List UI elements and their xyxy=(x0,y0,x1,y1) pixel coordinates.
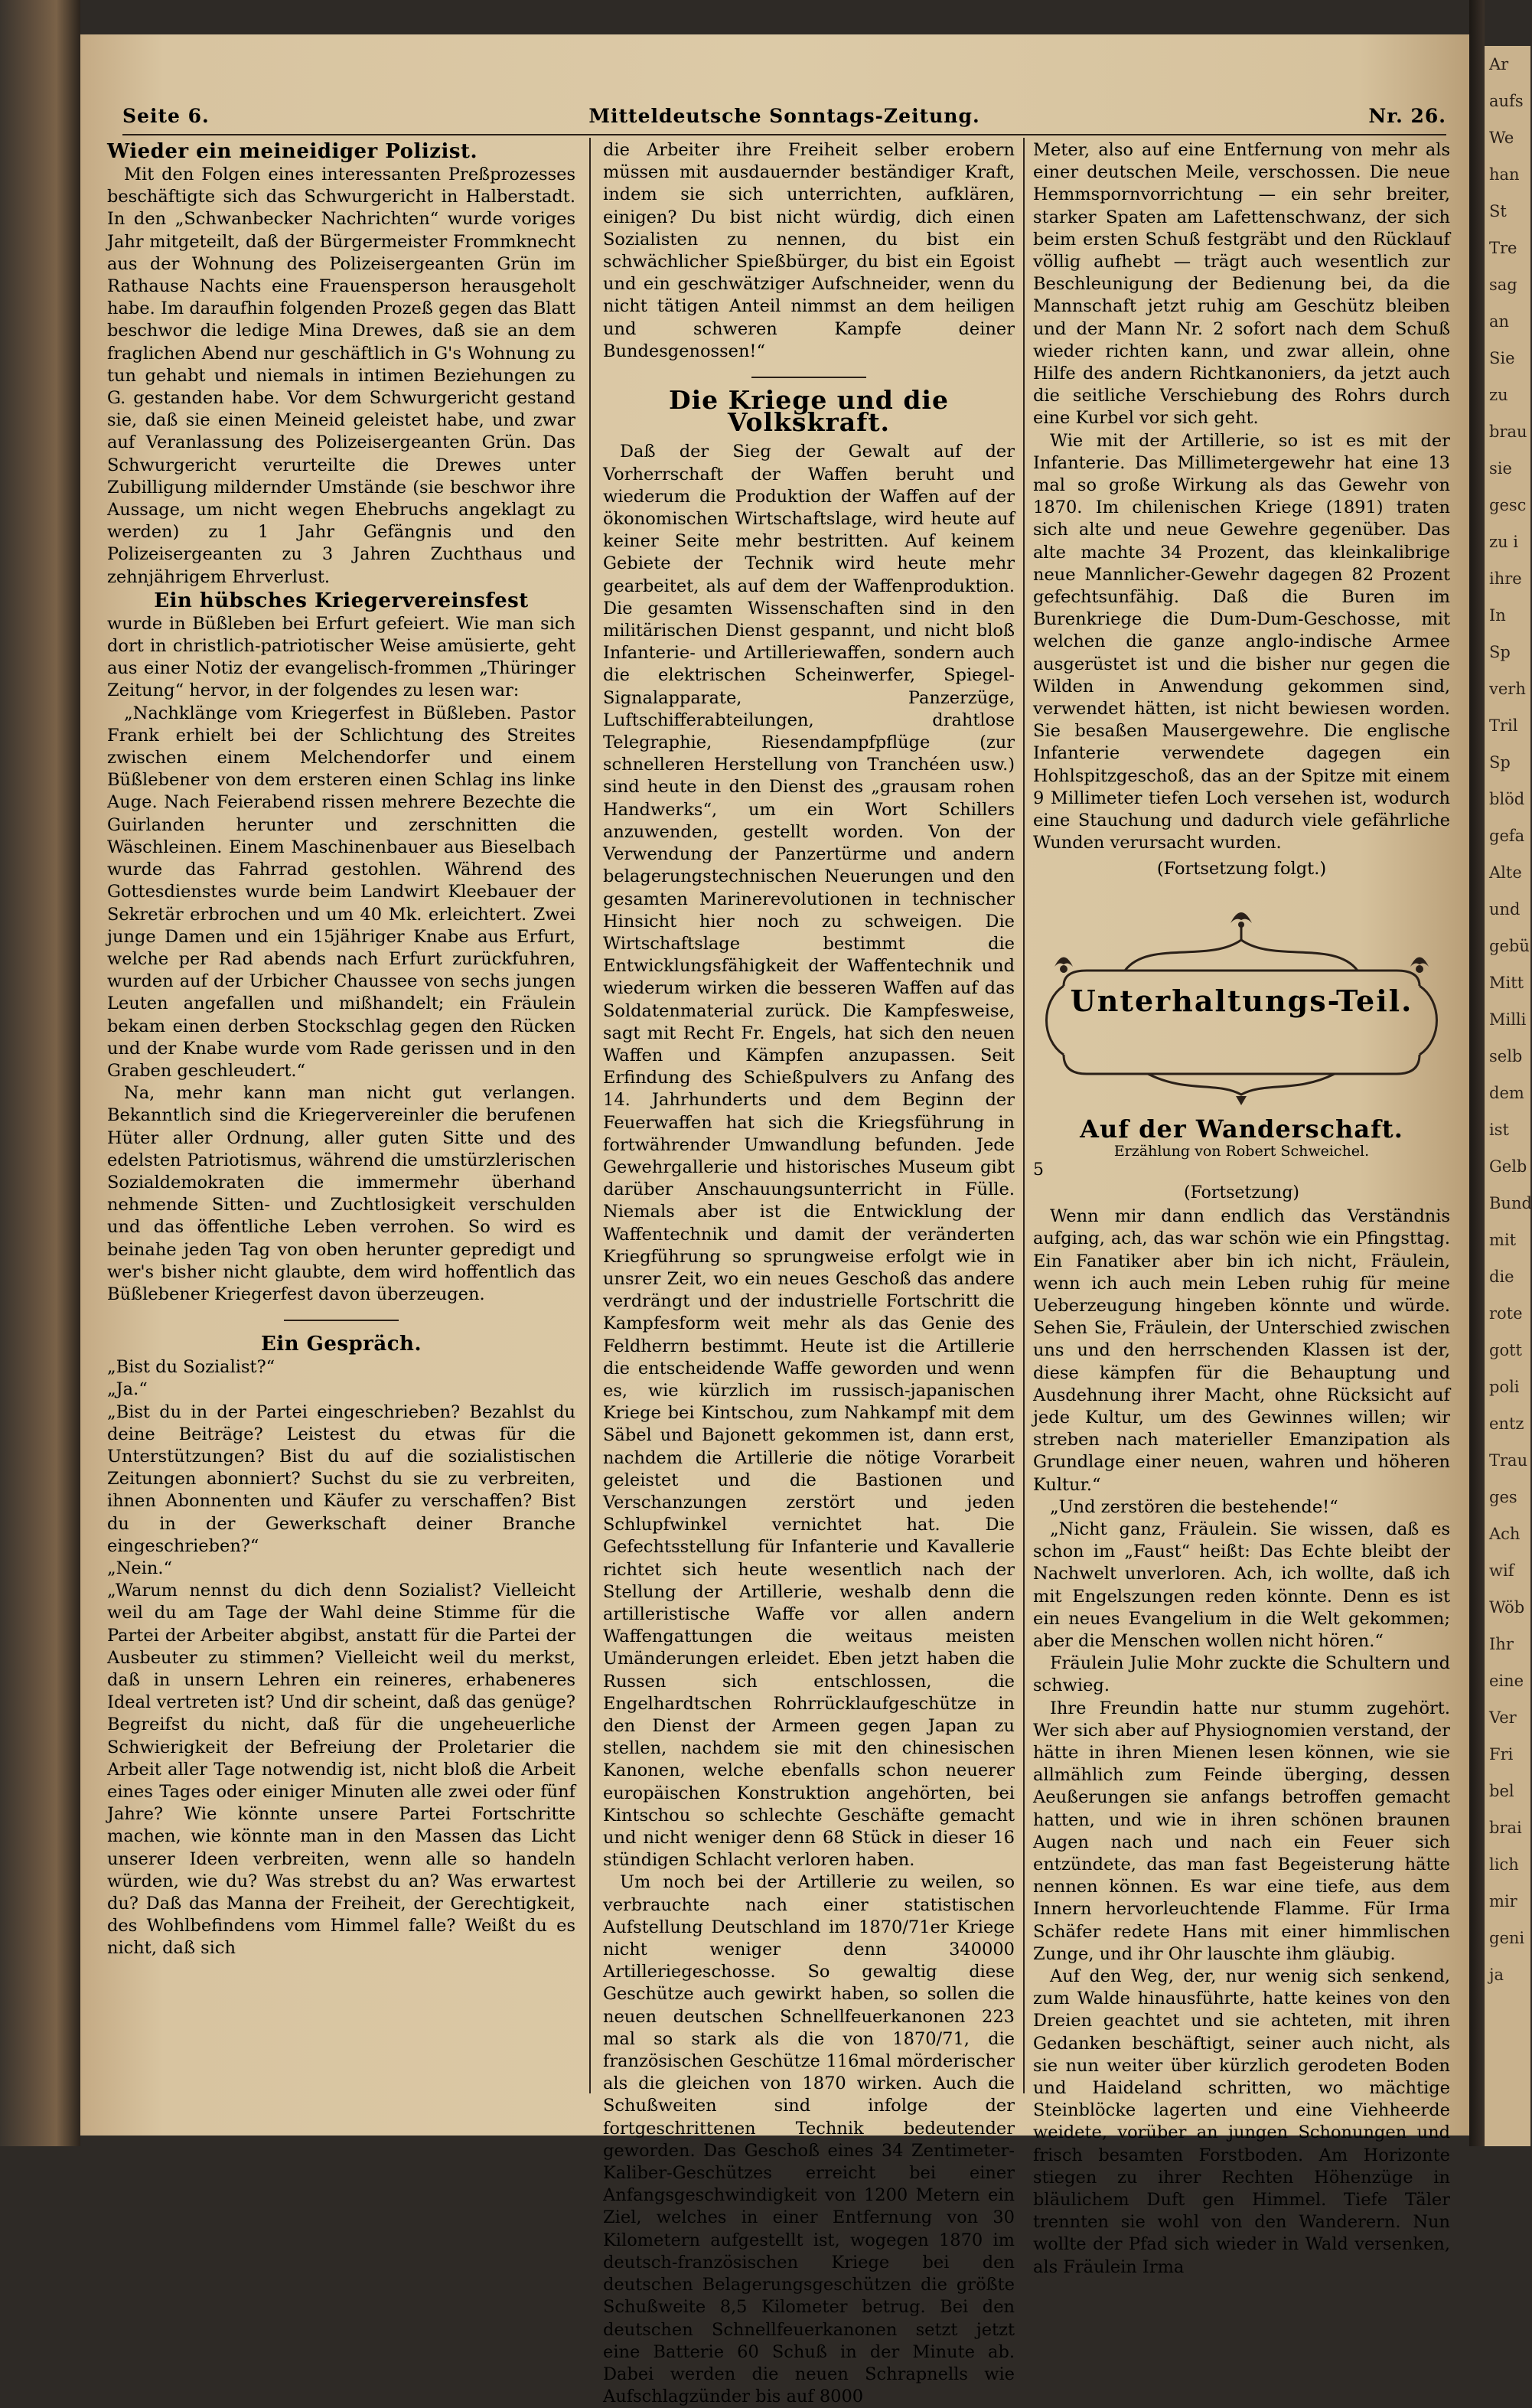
facing-page-fragment: Sie xyxy=(1489,349,1515,367)
article-paragraph: Mit den Folgen eines interessanten Preßprozesses beschäftigte sich das Schwurgericht in Halberstadt. In den „Schwanbecker Nachrichten“ wurde voriges Jahr mitgeteilt, daß der Bürgermeister Frommknecht aus der Wohnung des Polizeisergeanten Grün im Rathause Nachts eine Frauensperson herausgeholt habe. Im daraufhin folgenden Prozeß gegen das Blatt beschwor die ledige Mina Drewes, daß sie an dem fraglichen Abend nur geschäftlich in G's Wohnung zu tun gehabt und niemals in intimen Beziehungen zu G. gestanden habe. Vor dem Schwurgericht gestand sie, daß sie einen Meineid geleistet habe, und zwar auf Veranlassung des Polizeisergeanten Grün. Das Schwurgericht verurteilte die Drewes unter Zubilligung mildernder Umstände (sie beschwor ihre Aussage, um nicht wegen Ehebruchs angeklagt zu werden) zu 1 Jahr Gefängnis und den Polizeisergeanten zu 3 Jahren Zuchthaus und zehnjährigem Ehrverlust. xyxy=(107,165,575,587)
facing-page-fragment: lich xyxy=(1489,1855,1519,1874)
newspaper-title: Mitteldeutsche Sonntags-Zeitung. xyxy=(588,105,980,127)
facing-page-fragment: brau xyxy=(1489,423,1527,441)
facing-page-fragment: dem xyxy=(1489,1084,1524,1102)
facing-page-fragment: Fri xyxy=(1489,1745,1514,1764)
dialog-line: „Bist du in der Partei eingeschrieben? Bezahlst du deine Beiträge? Leistest du etwas für die Unterstützungen? Bist du auf die sozialistischen Zeitungen abonniert? Suchst du sie zu verbreiten, ihnen Abonnenten und Käufer zu verschaffen? Bist du in der Gewerkschaft deiner Branche eingeschrieben?“ xyxy=(107,1401,575,1556)
article-paragraph: Um noch bei der Artillerie zu weilen, so verbrauchte nach einer statistischen Aufstellung Deutschland im 1870/71er Kriege nicht weniger denn 340000 Artilleriegeschosse. So gewaltig diese Geschütze auch gewirkt haben, so sollen die neuen deutschen Schnellfeuerkanonen 223 mal so stark als die von 1870/71, die französischen Geschütze 116mal mörderischer als die gleichen von 1870 wirken. Auch die Schußweiten sind infolge der fortgeschrittenen Technik bedeutender geworden. Das Geschoß eines 34 Zentimeter-Kaliber-Geschützes erreicht bei einer Anfangsgeschwindigkeit von 1200 Metern ein Ziel, welches in einer Entfernung von 30 Kilometern aufgestellt ist, wogegen 1870 im deutsch-französischen Kriege bei den deutschen Belagerungsgeschützen die größte Schußweite 8,5 Kilometer betrug. Bei den deutschen Schnellfeuerkanonen setzt jetzt eine Batterie 60 Schuß in der Minute ab. Dabei werden die neuen Schrapnells wie Aufschlagzünder bis auf 8000 xyxy=(603,1872,1015,2407)
section-ornament xyxy=(1033,894,1450,1112)
facing-page-fragment: zu xyxy=(1489,386,1508,404)
column-3 xyxy=(1033,139,1450,2277)
facing-page-fragment: han xyxy=(1489,165,1520,184)
article-separator xyxy=(284,1320,399,1321)
page-gutter xyxy=(1469,0,1485,2146)
article-paragraph: Na, mehr kann man nicht gut verlangen. Bekanntlich sind die Kriegervereinler die berufenen Hüter aller Ordnung, aller guten Sitte und des edelsten Patriotismus, während die umstürzlerischen Sozialdemokraten die immermehr überhand nehmende Sitten- und Zuchtlosigkeit verschulden und das öffentliche Leben verrohen. So wird es beinahe jeden Tag von oben herunter gepredigt und wer's bisher nicht glaubte, dem wird hoffentlich das Büßlebener Kriegerfest davon überzeugen. xyxy=(107,1083,575,1304)
facing-page-fragment: gefa xyxy=(1489,827,1525,845)
facing-page-fragment: Milli xyxy=(1489,1010,1527,1029)
facing-page-fragment: Mitt xyxy=(1489,974,1524,992)
story-paragraph: Auf den Weg, der, nur wenig sich senkend, zum Walde hinausführte, hatte keines von den Dreien geachtet und sie achteten, mit ihren Gedanken beschäftigt, seiner auch nicht, als sie nun weiter über kürzlich gerodeten Boden und Haideland schritten, wo mächtige Steinblöcke lagerten und eine Viehheerde weidete, vorüber an jungen Schonungen und frisch besamten Forstboden. Am Horizonte stiegen zu ihrer Rechten Höhenzüge in bläulichem Duft gen Himmel. Tiefe Täler trennten sie wohl von den Wanderern. Nun wollte der Pfad sich wieder in Wald versenken, als Fräulein Irma xyxy=(1033,1966,1450,2277)
facing-page-fragment: gott xyxy=(1489,1341,1522,1359)
issue-number: Nr. 26. xyxy=(1368,105,1446,127)
dialog-line: „Bist du Sozialist?“ xyxy=(107,1357,275,1378)
story-paragraph: „Nicht ganz, Fräulein. Sie wissen, daß es schon im „Faust“ heißt: Das Echte bleibt der Nachwelt unverloren. Ach, ich wollte, daß ich mit Engelszungen reden könnte. Denn es ist ein neues Evangelium in die Welt gekommen; aber die Menschen wollen nicht hören.“ xyxy=(1033,1519,1450,1651)
column-1 xyxy=(107,139,575,2106)
section-title: Unterhaltungs-Teil. xyxy=(1070,983,1413,1018)
facing-page-fragment: die xyxy=(1489,1268,1514,1286)
facing-page-fragment: sie xyxy=(1489,459,1512,478)
facing-page-fragment: Ver xyxy=(1489,1708,1517,1727)
facing-page-fragment: ges xyxy=(1489,1488,1517,1506)
facing-page-fragment: Wöb xyxy=(1489,1598,1525,1617)
facing-page-fragment: Alte xyxy=(1489,863,1522,882)
facing-page-fragment: ihre xyxy=(1489,569,1522,588)
facing-page-fragment: bel xyxy=(1489,1782,1514,1800)
facing-page-fragment: Gelb xyxy=(1489,1157,1527,1176)
facing-page-fragment: blöd xyxy=(1489,790,1525,808)
facing-page-fragment: rote xyxy=(1489,1304,1523,1323)
facing-page-fragment: Tre xyxy=(1489,239,1517,257)
facing-page-fragment: Tril xyxy=(1489,716,1518,735)
continued-note: (Fortsetzung folgt.) xyxy=(1156,858,1327,879)
facing-page-fragment: Ihr xyxy=(1489,1635,1514,1653)
facing-page-fragment: entz xyxy=(1489,1414,1524,1433)
facing-page-fragment: verh xyxy=(1489,680,1526,698)
story-paragraph: Wenn mir dann endlich das Verständnis aufging, ach, das war schön wie ein Pfingsttag. Ein Fanatiker aber bin ich nicht, Fräulein, wenn ich auch mein Leben ruhig für meine Ueberzeugung hingeben könnte und würde. Sehen Sie, Fräulein, der Unterschied zwischen uns und den herrschenden Klassen ist der, diese kämpfen für die Behauptung und Ausdehnung ihrer Macht, ohne Rücksicht auf jede Kultur, um des Gewinnes willen; wir streben nach materieller Emanzipation als Grundlage einer neuen, wahren und höheren Kultur.“ xyxy=(1033,1206,1450,1495)
running-head xyxy=(122,103,1446,135)
article-title-kriegerfest: Ein hübsches Kriegervereinsfest xyxy=(154,589,529,612)
facing-page-fragment: selb xyxy=(1489,1047,1523,1065)
facing-page-fragment: aufs xyxy=(1489,92,1524,110)
facing-page-fragment: brai xyxy=(1489,1819,1522,1837)
story-paragraph: Ihre Freundin hatte nur stumm zugehört. Wer sich aber auf Physiognomien verstand, der hätte in ihren Mienen lesen können, wie sie allmählich zum Feinde überging, dessen Aeußerungen sie anfangs betroffen gemacht hatten, und wie in ihren schönen braunen Augen nach und nach ein Feuer sich entzündete, das man fast Begeisterung hätte nennen können. Es war eine tiefe, aus dem Innern hervorleuchtende Flamme. Für Irma Schäfer redete Hans mit einer himmlischen Zunge, und ihr Ohr lauschte ihm gläubig. xyxy=(1033,1698,1450,1964)
facing-page-edge xyxy=(1485,46,1530,2146)
article-quote: „Nachklänge vom Kriegerfest in Büßleben. Pastor Frank erhielt bei der Schlichtung des Streites zwischen einem Melchendorfer und einem Büßlebener von dem ersteren einen Schlag ins linke Auge. Nach Feierabend rissen mehrere Bezechte die Guirlanden herunter und zerschnitten die Wäschleinen. Einem Maschinenbauer aus Bieselbach wurde das Fahrrad gestohlen. Während des Gottesdienstes wurde beim Landwirt Kleebauer der Sekretär erbrochen und um 40 Mk. erleichtert. Zwei junge Damen und ein 15jähriger Knabe aus Erfurt, welche per Rad abends nach Erfurt zurückfuhren, wurden auf der Urbicher Chaussee von sechs jungen Leuten angefallen und mißhandelt; ein Fräulein bekam einen derben Stockschlag gegen den Rücken und der Knabe wurde vom Rade gerissen und in den Graben geschleudert.“ xyxy=(107,703,575,1081)
facing-page-fragment: We xyxy=(1489,129,1514,147)
story-installment: (Fortsetzung) xyxy=(1184,1183,1299,1202)
story-title: Auf der Wanderschaft. xyxy=(1080,1114,1403,1144)
facing-page-fragment: poli xyxy=(1489,1378,1520,1396)
facing-page-fragment: an xyxy=(1489,312,1510,331)
facing-page-fragment: mit xyxy=(1489,1231,1517,1249)
article-paragraph: Wie mit der Artillerie, so ist es mit der Infanterie. Das Millimetergewehr hat eine 13 mal so große Wirkung als das Gewehr von 1870. Im chilenischen Kriege (1891) traten sich alte und neue Gewehre gegenüber. Das alte machte 34 Prozent, das kleinkalibrige neue Mannlicher-Gewehr dagegen 82 Prozent gefechtsunfähig. Daß die Buren im Burenkriege die Dum-Dum-Geschosse, mit welchen die ganze anglo-indische Armee ausgerüstet ist und die bisher nur gegen die Wilden in Anwendung gekommen sind, verwendet hätten, ist nicht bewiesen worden. Sie besaßen Mausergewehre. Die englische Infanterie verwendete dagegen ein Hohlspitzgeschoß, das an der Spitze mit einem 9 Millimeter tiefen Loch versehen ist, wodurch eine Stauchung und dadurch viele gefährliche Wunden verursacht wurden. xyxy=(1033,430,1450,853)
facing-page-fragment: In xyxy=(1489,606,1506,625)
article-title-polizist: Wieder ein meineidiger Polizist. xyxy=(107,140,478,163)
facing-page-fragment: Sp xyxy=(1489,643,1511,661)
story-author: Erzählung von Robert Schweichel. xyxy=(1113,1142,1370,1160)
article-separator xyxy=(751,377,866,378)
facing-page-fragment: eine xyxy=(1489,1672,1524,1690)
facing-page-fragment: Ach xyxy=(1489,1525,1521,1543)
facing-page-fragment: ist xyxy=(1489,1121,1509,1139)
facing-page-fragment: gesc xyxy=(1489,496,1527,514)
column-rule xyxy=(1023,138,1025,2093)
facing-page-fragment: Trau xyxy=(1489,1451,1528,1470)
dialog-line: „Ja.“ xyxy=(107,1379,148,1400)
dialog-line: „Warum nennst du dich denn Sozialist? Vielleicht weil du am Tage der Wahl deine Stimme für die Partei der Arbeiter abgibst, anstatt für die Partei der Ausbeuter zu stimmen? Vielleicht weil du merkst, daß in unsern Lehren ein reineres, erhabeneres Ideal vertreten ist? Und dir scheint, daß das genüge? Begreifst du nicht, daß für die ungeheuerliche Schwierigkeit der Befreiung der Proletarier die Arbeit aller Tage notwendig ist, nicht bloß die Arbeit eines Tages oder einiger Minuten alle zwei oder fünf Jahre? Wie könnte unsere Partei Fortschritte machen, wie könnte man in den Massen das Licht unserer Ideen verbreiten, wenn alle so handeln würden, wie du? Was strebst du an? Was erwartest du? Daß das Manna der Freiheit, der Gerechtigkeit, des Wohlbefindens vom Himmel falle? Weißt du es nicht, daß sich xyxy=(107,1581,575,1959)
page-number: Seite 6. xyxy=(122,105,210,127)
article-paragraph: Daß der Sieg der Gewalt auf der Vorherrschaft der Waffen beruht und wiederum die Produktion der Waffen auf der ökonomischen Wirtschaftslage, wird heute auf keiner Seite mehr bestritten. Auf keinem Gebiete der Technik wird heute mehr gearbeitet, als auf dem der Waffenproduktion. Die gesamten Wissenschaften sind in den militärischen Dienst gespannt, und nicht bloß Infanterie- und Artilleriewaffen, sondern auch die elektrischen Scheinwerfer, Spiegel-Signalapparate, Panzerzüge, Luftschifferabteilungen, drahtlose Telegraphie, Riesendampfpflüge (zur schnelleren Herstellung von Tranchéen usw.) sind heute in den Dienst des „grausam rohen Handwerks“, um ein Wort Schillers anzuwenden, gestellt worden. Von der Verwendung der Panzertürme und andern belagerungstechnischen Neuerungen und den gesamten Marinerevolutionen in technischer Hinsicht hier noch zu schweigen. Die Wirtschaftslage bestimmt die Entwicklungsfähigkeit der Waffentechnik und wiederum wirken die besseren Waffen auf das Soldatenmaterial zurück. Die Kampfesweise, sagt mit Recht Fr. Engels, hat sich den neuen Waffen und Kämpfen anzupassen. Seit Erfindung des Schießpulvers zu Anfang des 14. Jahrhunderts und dem Beginn der Feuerwaffen hat sich die Kriegsführung in fortwährender Umwandlung befunden. Jede Gewehrgallerie und historisches Museum gibt darüber Anschauungsunterricht in Fülle. Niemals aber ist die Entwicklung der Waffentechnik und damit der veränderten Kriegführung so sprungweise erfolgt wie in unsrer Zeit, wo ein neues Geschoß das andere verdrängt und der industrielle Fortschritt die Kampfesform weit mehr als das Genie des Feldherrn bestimmt. Heute ist die Artillerie die entscheidende Waffe geworden und wenn es, wie kürzlich im russisch-japanischen Kriege bei Kintschou, zum Nahkampf mit dem Säbel und Bajonett gekommen ist, dann erst, nachdem die Artillerie die nötige Vorarbeit geleistet und die Bastionen und Verschanzungen zerstört und jeden Schlupfwinkel vernichtet hat. Die Gefechtsstellung für Infanterie und Kavallerie richtet sich heute wesentlich nach der Stellung der Artillerie, weshalb denn die artilleristische Waffe vor allen andern Waffengattungen die weitaus meisten Umänderungen erleidet. Eben jetzt haben die Russen sich entschlossen, die Engelhardtschen Rohrrücklaufgeschütze in den Dienst der Armeen gegen Japan zu stellen, nachdem sie mit den chinesischen Kanonen, welche ebenfalls schon neuerer europäischen Konstruktion angehörten, bei Kintschou so schlechte Geschäfte gemacht und nicht weniger denn 68 Stück in dieser 16 stündigen Schlacht verloren haben. xyxy=(603,442,1015,1871)
facing-page-fragment: Ar xyxy=(1489,55,1509,73)
story-paragraph: „Und zerstören die bestehende!“ xyxy=(1050,1496,1338,1517)
facing-page-fragment: mir xyxy=(1489,1892,1517,1910)
story-paragraph: Fräulein Julie Mohr zuckte die Schultern und schwieg. xyxy=(1033,1653,1450,1696)
column-2 xyxy=(603,139,1015,2407)
article-title-kriege: Die Kriege und die Volkskraft. xyxy=(669,385,949,438)
dialog-continuation: die Arbeiter ihre Freiheit selber erobern müssen mit ausdauernder beständiger Kraft, indem sie sich unterrichten, aufklären, einigen? Du bist nicht würdig, dich einen Sozialisten zu nennen, du bist ein schwächlicher Spießbürger, du bist ein Egoist und ein geschwätziger Aufschneider, wenn du nicht tätigen Anteil nimmst an dem heiligen und schweren Kampfe deiner Bundesgenossen!“ xyxy=(603,140,1015,361)
facing-page-fragment: und xyxy=(1489,900,1521,918)
facing-page-fragment: Sp xyxy=(1489,753,1511,772)
article-paragraph: wurde in Büßleben bei Erfurt gefeiert. Wie man sich dort in christlich-patriotischer Weise amüsierte, geht aus einer Notiz der evangelisch-frommen „Thüringer Zeitung“ hervor, in der folgendes zu lesen war: xyxy=(107,613,575,701)
facing-page-fragment: geni xyxy=(1489,1929,1525,1947)
facing-page-fragment: Bund xyxy=(1489,1194,1532,1212)
book-binding xyxy=(0,0,80,2146)
facing-page-fragment: ja xyxy=(1489,1966,1504,1984)
facing-page-fragment: zu i xyxy=(1489,533,1518,551)
facing-page-fragment: gebü xyxy=(1489,937,1530,955)
facing-page-fragment: St xyxy=(1489,202,1507,220)
article-title-gespraech: Ein Gespräch. xyxy=(260,1333,422,1356)
facing-page-fragment: sag xyxy=(1489,276,1517,294)
dialog-line: „Nein.“ xyxy=(107,1558,173,1578)
article-continuation: Meter, also auf eine Entfernung von mehr als einer deutschen Meile, verschossen. Die neue Hemmspornvorrichtung — ein sehr breiter, starker Spaten am Lafettenschwanz, der sich beim ersten Schuß festgräbt und den Rücklauf völlig aufhebt — trägt auch wesentlich zur Beschleunigung der Bedienung bei, da die Mannschaft jetzt ruhig am Geschütz bleiben und der Mann Nr. 2 sofort nach dem Schuß wieder richten kann, und zwar allein, ohne Hilfe des andern Richtkanoniers, da jetzt auch die seitliche Verschiebung des Rohrs durch eine Kurbel vor sich geht. xyxy=(1033,140,1450,429)
facing-page-fragment: wif xyxy=(1489,1561,1514,1580)
column-rule xyxy=(589,138,591,2093)
installment-number: 5 xyxy=(1033,1160,1044,1180)
